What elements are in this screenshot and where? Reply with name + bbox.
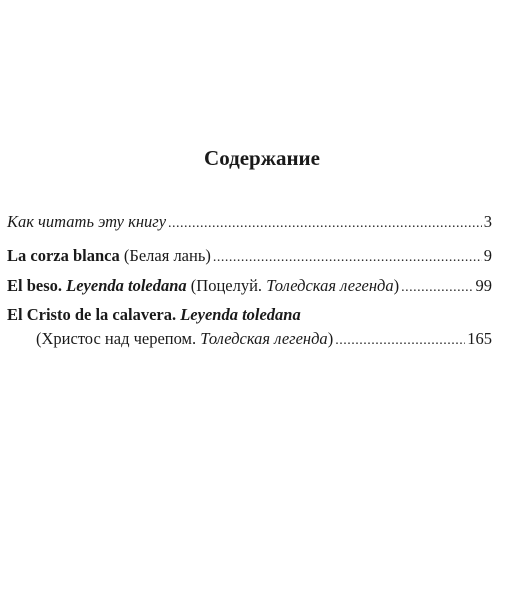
dot-leader — [168, 216, 482, 232]
toc-entry-la-corza-blanca — [7, 246, 492, 266]
toc-entry-how-to-read — [7, 212, 492, 232]
toc-entry-title-bold: El beso. — [7, 276, 63, 295]
toc-entry-translation-open: (Христос над черепом. — [36, 329, 201, 348]
toc-entry-el-beso — [7, 276, 492, 296]
toc-entry-title — [7, 276, 399, 296]
contents-heading: Содержание — [204, 146, 320, 170]
dot-leader — [213, 250, 482, 266]
toc-entry-title-bold-italic: Leyenda toledana — [176, 305, 301, 324]
dot-leader — [401, 280, 473, 296]
toc-entry-title-translation: (Белая лань) — [119, 246, 211, 265]
toc-page-number: 99 — [475, 276, 492, 295]
toc-entry-title — [7, 212, 166, 232]
toc-entry-translation-open: (Поцелуй. — [186, 276, 267, 295]
toc-page-number: 3 — [483, 212, 492, 231]
toc-entry-title-italic: Как читать эту книгу — [7, 212, 167, 231]
toc-entry-title-bold: La corza blanca — [7, 246, 120, 265]
toc-page-number: 165 — [467, 329, 492, 348]
toc-entry-translation-close: ) — [327, 329, 334, 348]
toc-entry-title-bold: El Cristo de la calavera. — [7, 305, 177, 324]
toc-entry-el-cristo-translation — [36, 329, 492, 349]
toc-entry-title — [7, 246, 211, 266]
toc-entry-title — [36, 329, 333, 349]
dot-leader — [335, 333, 465, 349]
toc-entry-el-cristo-title — [7, 305, 301, 325]
toc-entry-title-bold-italic: Leyenda toledana — [62, 276, 187, 295]
toc-entry-translation-italic: Толедская легенда — [266, 276, 394, 295]
toc-page-number: 9 — [483, 246, 492, 265]
toc-entry-translation-close: ) — [393, 276, 400, 295]
toc-entry-translation-italic: Толедская легенда — [200, 329, 328, 348]
